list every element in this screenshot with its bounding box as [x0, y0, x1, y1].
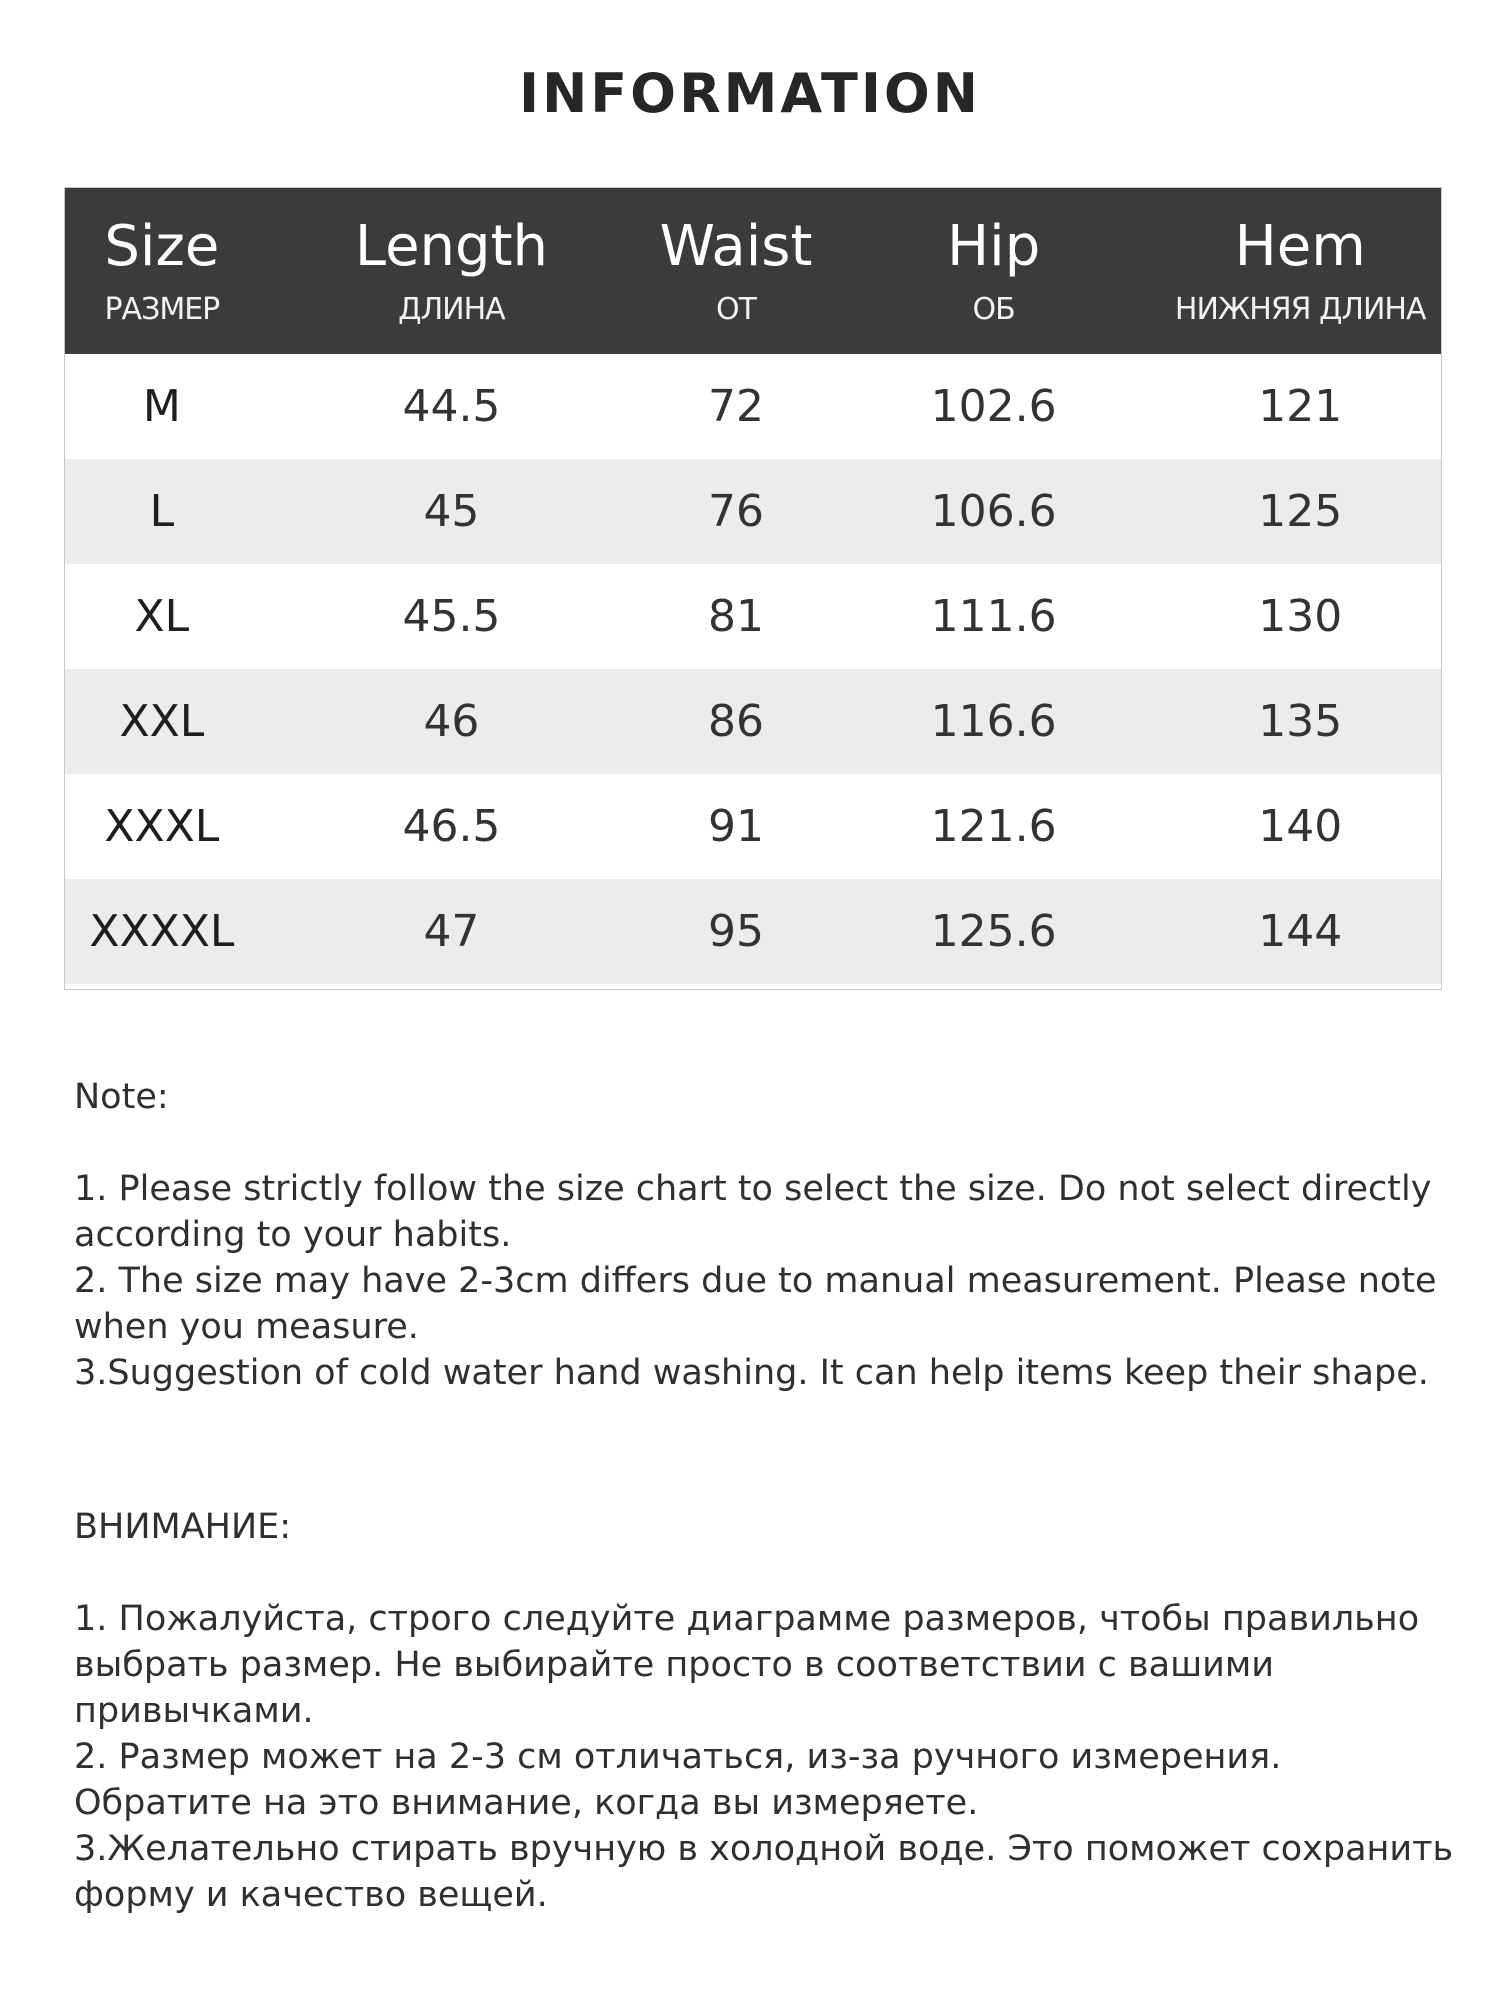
size-cell: XXL: [119, 696, 205, 747]
waist-cell: 86: [708, 696, 765, 747]
hem-cell: 125: [1258, 486, 1343, 537]
size-cell: XL: [134, 591, 190, 642]
length-cell: 45.5: [402, 591, 501, 642]
hem-cell: 140: [1258, 801, 1343, 852]
hip-cell: 125.6: [930, 906, 1057, 957]
length-cell: 47: [423, 906, 480, 957]
header-hem-ru: НИЖНЯЯ ДЛИНА: [1174, 292, 1426, 327]
header-length: [259, 188, 644, 354]
header-hip-en: Hip: [947, 214, 1041, 279]
waist-cell: 95: [708, 906, 765, 957]
header-size-en: Size: [104, 214, 220, 279]
size-cell: M: [142, 381, 181, 432]
header-hip-ru: ОБ: [972, 292, 1015, 327]
table-row: [65, 879, 1441, 984]
header-waist-ru: ОТ: [716, 292, 756, 327]
size-chart-table: [64, 187, 1442, 990]
note-item: 1. Пожалуйста, строго следуйте диаграмме размеров, чтобы правильно выбрать размер. Не выбирайте просто в соответствии с вашими привычками.: [74, 1599, 1420, 1731]
length-cell: 44.5: [402, 381, 501, 432]
header-hem-en: Hem: [1234, 214, 1366, 279]
hem-cell: 121: [1258, 381, 1343, 432]
table-header-row: [65, 188, 1441, 354]
waist-cell: 76: [708, 486, 765, 537]
waist-cell: 72: [708, 381, 765, 432]
size-cell: L: [149, 486, 175, 537]
hip-cell: 111.6: [930, 591, 1057, 642]
hem-cell: 130: [1258, 591, 1343, 642]
header-size-ru: РАЗМЕР: [104, 292, 220, 327]
hem-cell: 144: [1258, 906, 1343, 957]
waist-cell: 91: [708, 801, 765, 852]
note-item: 2. The size may have 2-3cm differs due to manual measurement. Please note when you measure.: [74, 1261, 1437, 1347]
note-heading: ВНИМАНИЕ:: [74, 1507, 292, 1547]
note-heading: Note:: [74, 1077, 169, 1117]
hem-cell: 135: [1258, 696, 1343, 747]
note-item: 3.Желательно стирать вручную в холодной воде. Это поможет сохранить форму и качество вещей.: [74, 1829, 1454, 1915]
table-row: [65, 354, 1441, 459]
size-cell: XXXXL: [89, 906, 235, 957]
header-hip: [828, 188, 1160, 354]
header-hem: [1159, 188, 1441, 354]
page-title: INFORMATION: [518, 62, 982, 125]
length-cell: 46: [423, 696, 480, 747]
header-waist: [644, 188, 828, 354]
hip-cell: 102.6: [930, 381, 1057, 432]
table-row: [65, 774, 1441, 879]
hip-cell: 121.6: [930, 801, 1057, 852]
note-english: [74, 1074, 1454, 1396]
length-cell: 46.5: [402, 801, 501, 852]
waist-cell: 81: [708, 591, 765, 642]
note-item: 2. Размер может на 2-3 см отличаться, из-за ручного измерения. Обратите на это внимание, когда вы измеряете.: [74, 1737, 1282, 1823]
table-row: [65, 564, 1441, 669]
size-cell: XXXL: [104, 801, 220, 852]
hip-cell: 116.6: [930, 696, 1057, 747]
note-item: 3.Suggestion of cold water hand washing. It can help items keep their shape.: [74, 1353, 1429, 1393]
hip-cell: 106.6: [930, 486, 1057, 537]
table-row: [65, 669, 1441, 774]
header-length-ru: ДЛИНА: [398, 292, 505, 327]
header-waist-en: Waist: [659, 214, 813, 279]
length-cell: 45: [423, 486, 480, 537]
table-row: [65, 459, 1441, 564]
header-length-en: Length: [354, 214, 549, 279]
header-size: [65, 188, 259, 354]
note-russian: [74, 1504, 1454, 1918]
note-item: 1. Please strictly follow the size chart to select the size. Do not select directly according to your habits.: [74, 1169, 1432, 1255]
